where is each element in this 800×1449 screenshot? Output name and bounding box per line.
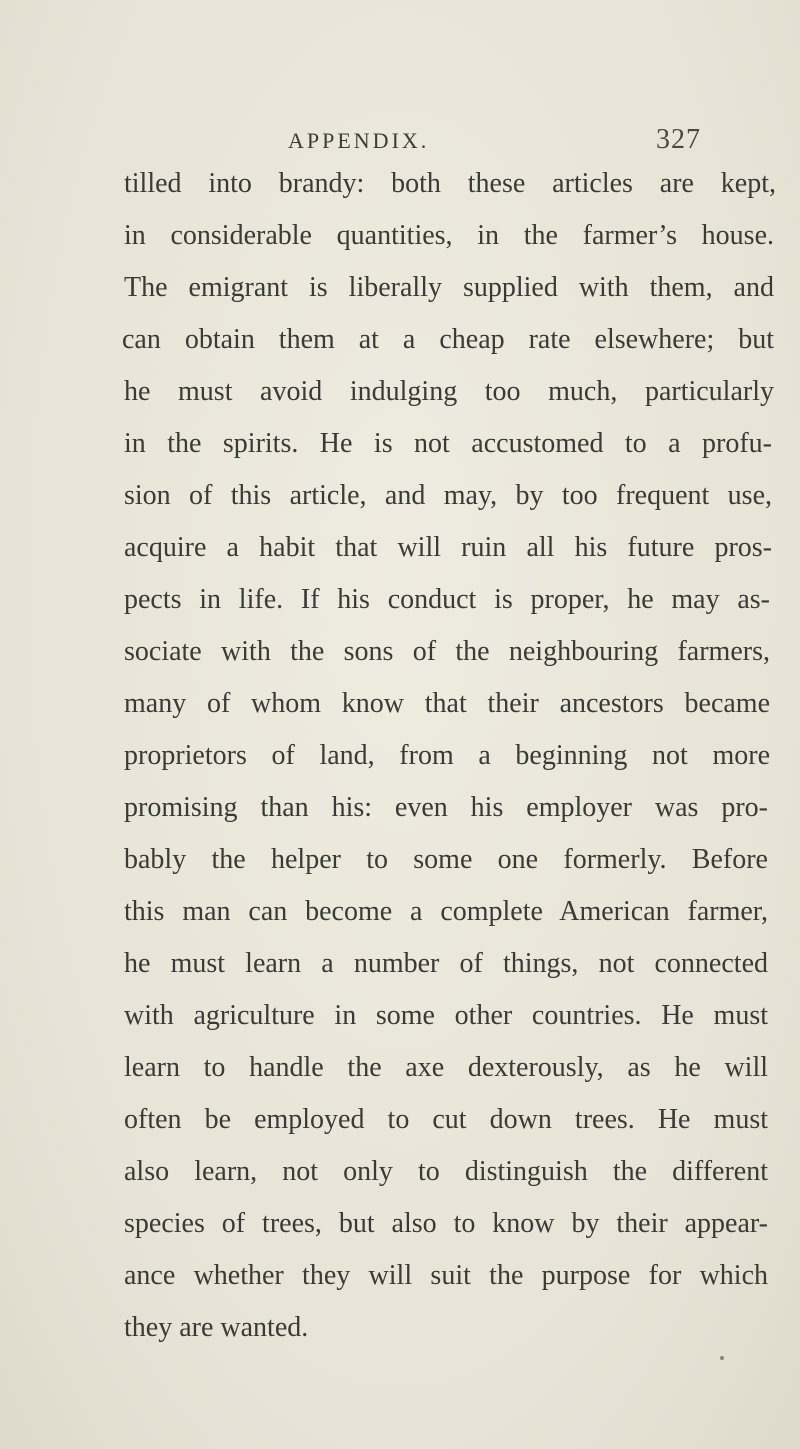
text-line: sion of this article, and may, by too frequent use, — [124, 480, 772, 511]
text-line: learn to handle the axe dexterously, as he will — [124, 1052, 768, 1083]
text-line: in considerable quantities, in the farmer’s house. — [124, 220, 774, 251]
text-line: ance whether they will suit the purpose for which — [124, 1260, 768, 1291]
paper-speck — [720, 1356, 724, 1360]
text-line: proprietors of land, from a beginning not more — [124, 740, 770, 771]
text-line: species of trees, but also to know by their appear- — [124, 1208, 768, 1239]
running-header: APPENDIX. — [288, 128, 430, 153]
text-line: can obtain them at a cheap rate elsewhere; but — [122, 324, 774, 355]
page-number: 327 — [656, 124, 701, 155]
text-line: this man can become a complete American farmer, — [124, 896, 768, 927]
text-line: in the spirits. He is not accustomed to a profu- — [124, 428, 772, 459]
text-line: they are wanted. — [124, 1312, 309, 1343]
text-line: he must avoid indulging too much, particularly — [124, 376, 774, 407]
text-line: The emigrant is liberally supplied with them, and — [124, 272, 774, 303]
text-line: he must learn a number of things, not connected — [124, 948, 768, 979]
text-line: tilled into brandy: both these articles are kept, — [124, 168, 776, 199]
text-line: also learn, not only to distinguish the different — [124, 1156, 768, 1187]
text-line: promising than his: even his employer was pro- — [124, 792, 768, 823]
text-line: many of whom know that their ancestors became — [124, 688, 770, 719]
text-line: with agriculture in some other countries. He must — [124, 1000, 768, 1031]
text-line: pects in life. If his conduct is proper, he may as- — [124, 584, 770, 615]
text-line: acquire a habit that will ruin all his future pros- — [124, 532, 772, 563]
text-line: often be employed to cut down trees. He must — [124, 1104, 768, 1135]
text-line: bably the helper to some one formerly. Before — [124, 844, 768, 875]
text-line: sociate with the sons of the neighbouring farmers, — [124, 636, 770, 667]
